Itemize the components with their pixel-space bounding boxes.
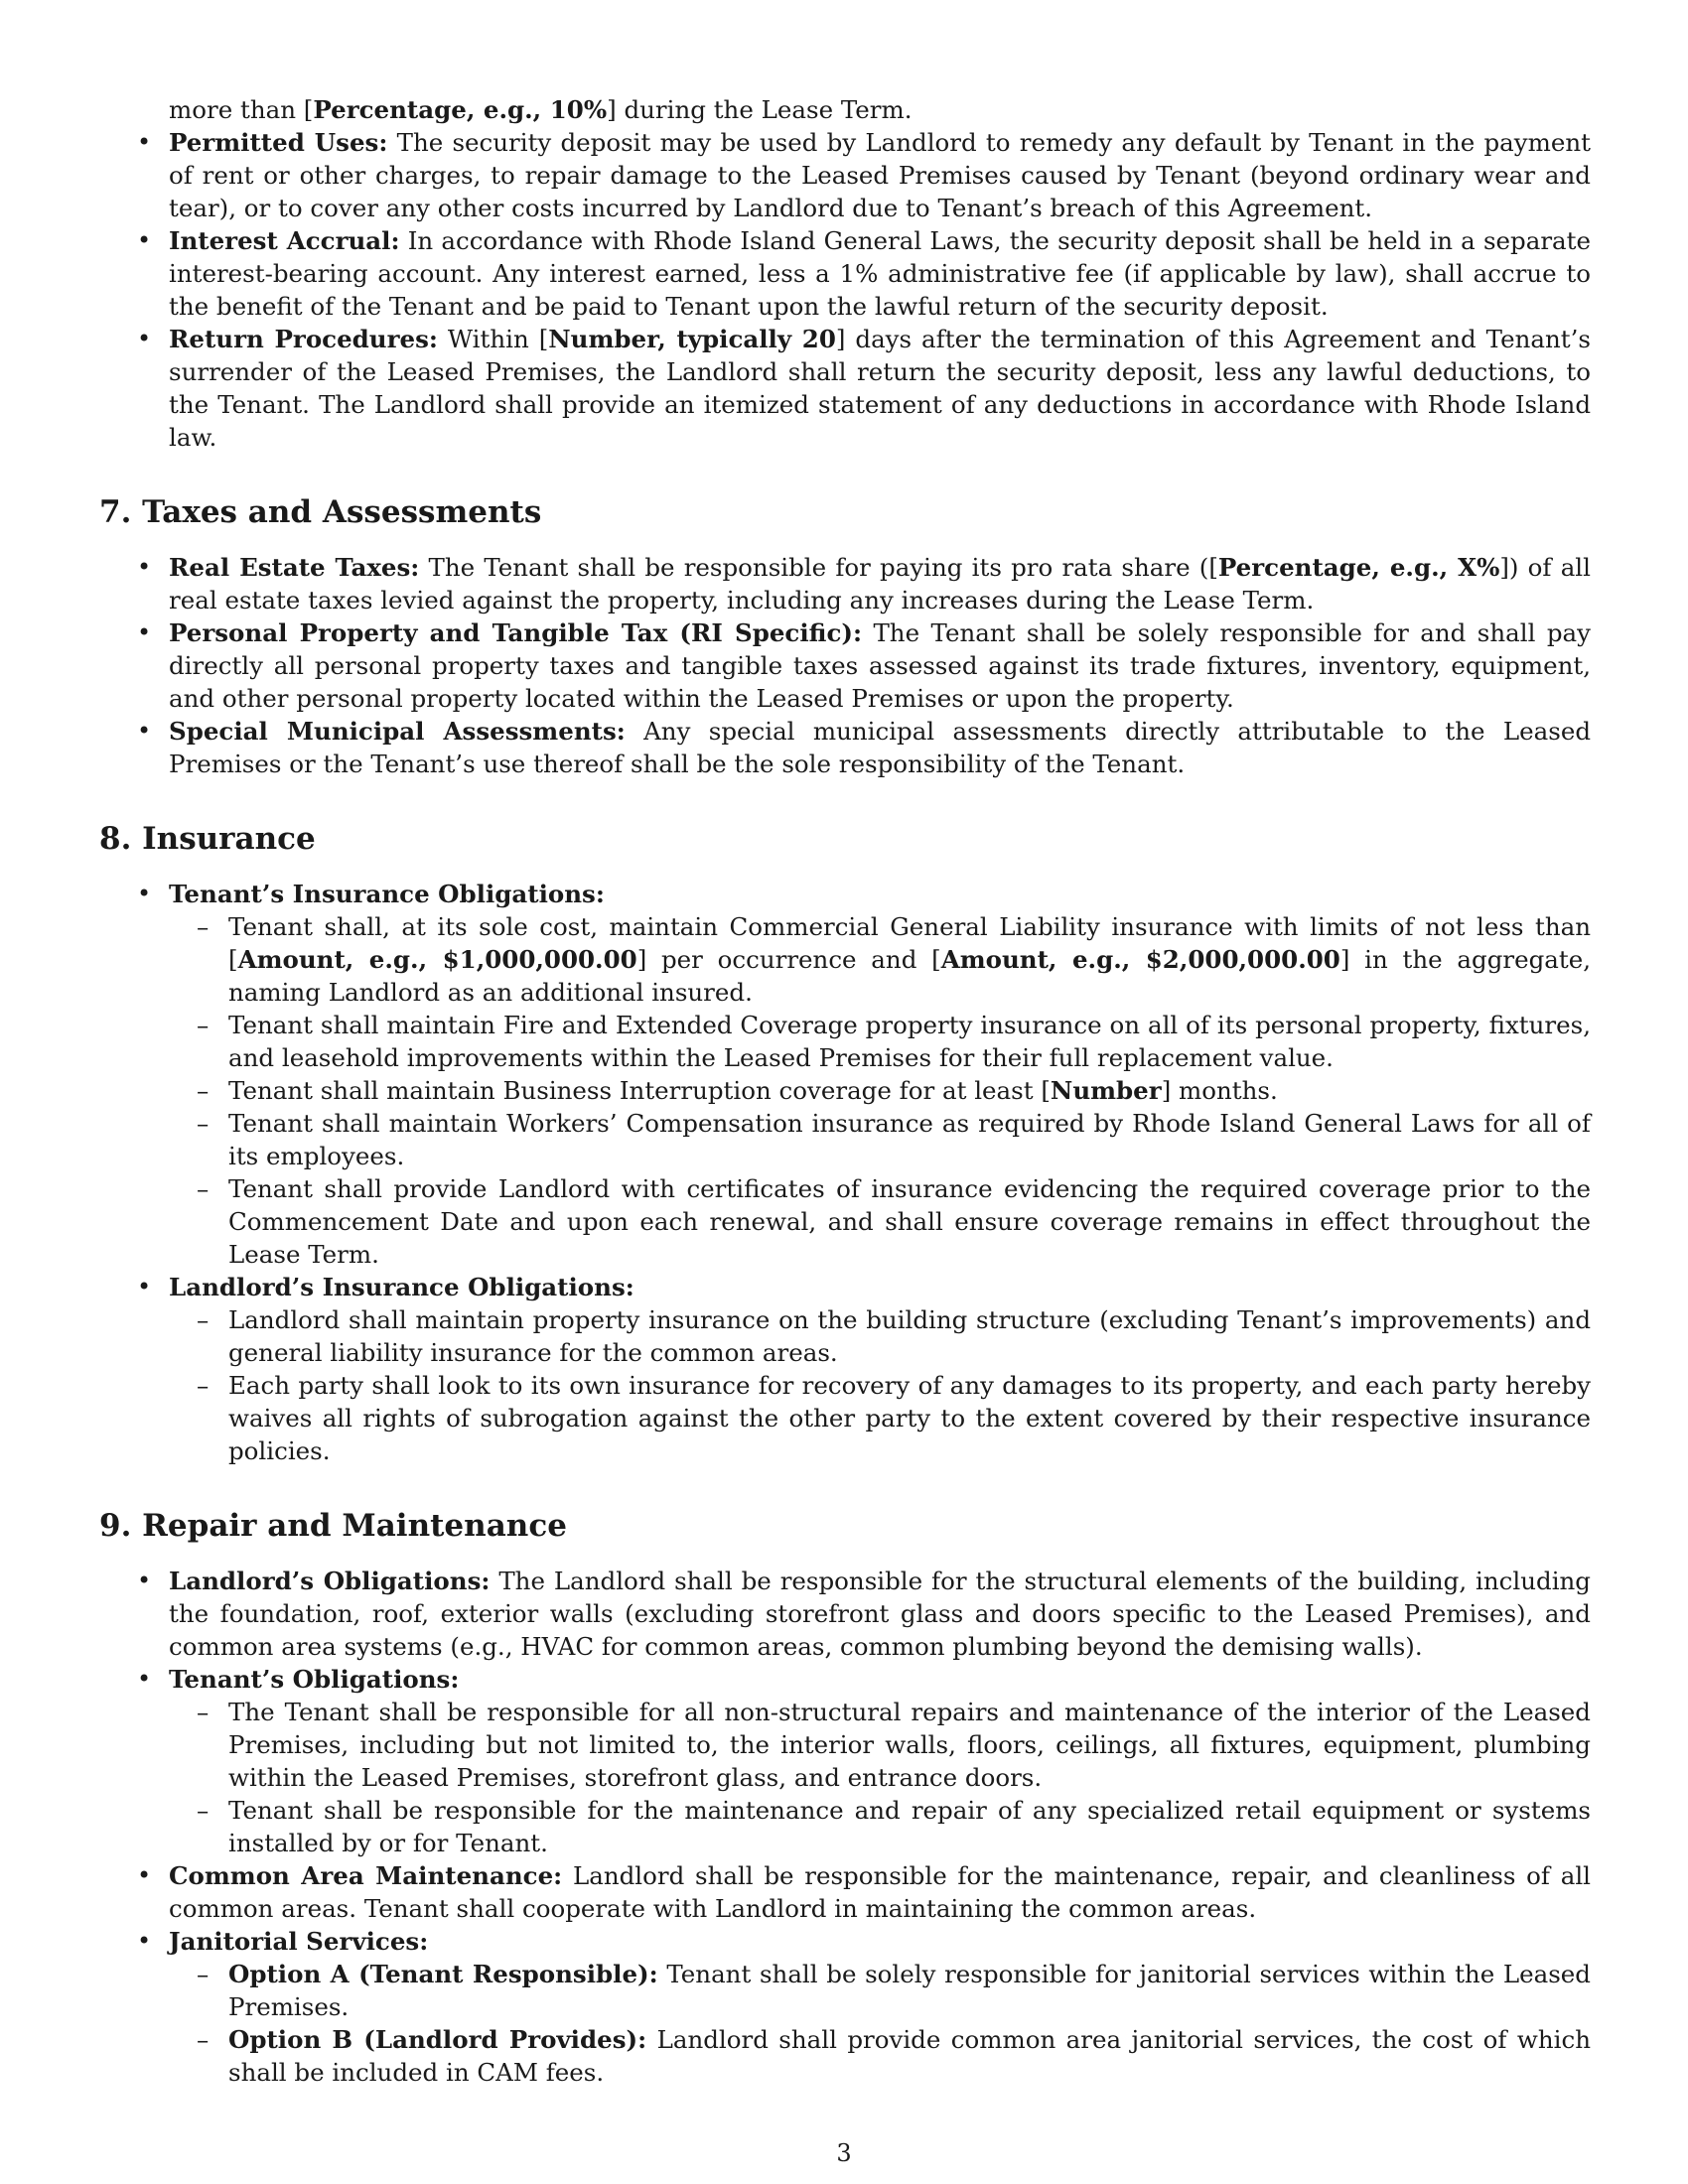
item-label: Common Area Maintenance: [169,1861,563,1890]
item-text: ]) of all real estate taxes levied against the property, including any increases during the Lease Term. [169,553,1591,614]
list-item-special-assessments [99,715,1591,780]
taxes-list [99,551,1591,780]
item-text: The Landlord shall be responsible for the structural elements of the building, including the foundation, roof, exterior walls (excluding storefront glass and doors specific to the Leased Premises), and common area systems (e.g., HVAC for common areas, common plumbing beyond the demising walls). [169,1567,1591,1661]
item-label: Option A (Tenant Responsible): [228,1960,658,1988]
item-text: ] days after the termination of this Agreement and Tenant’s surrender of the Leased Premises, the Landlord shall return the security deposit, less any lawful deductions, to the Tenant. The Landlord shall provide an itemized statement of any deductions in accordance with Rhode Island law. [169,325,1591,452]
sublist-item-option-a [169,1958,1591,2023]
item-text: Tenant shall, at its sole cost, maintain Commercial General Liability insurance with limits of not less than [ [228,912,1591,974]
security-deposit-list [99,126,1591,454]
sublist-item: – Tenant shall be responsible for the maintenance and repair of any specialized retail equipment or systems installed by or for Tenant. [169,1794,1591,1859]
item-label: Return Procedures: [169,325,438,353]
sublist-item-option-b [169,2023,1591,2089]
item-label: Special Municipal Assessments: [169,717,626,746]
item-label: Landlord’s Insurance Obligations: [169,1273,634,1301]
item-label: Tenant’s Obligations: [169,1665,460,1694]
document-page [99,93,1591,2089]
page-number: 3 [836,2139,852,2167]
placeholder-text: Amount, e.g., $2,000,000.00 [940,945,1340,974]
text: more than [ [169,95,314,124]
text: ] during the Lease Term. [607,95,913,124]
list-item-real-estate-taxes [99,551,1591,616]
sublist-item: – Landlord shall maintain property insurance on the building structure (excluding Tenant’s improvements) and general liability insurance for the common areas. [169,1303,1591,1369]
tenant-obligations-sublist [169,1696,1591,1859]
section-heading-taxes: 7. Taxes and Assessments [99,494,542,530]
section-heading-insurance: 8. Insurance [99,821,316,857]
list-item-permitted-uses [99,126,1591,224]
sublist-item: – Each party shall look to its own insurance for recovery of any damages to its property, and each party hereby waives all rights of subrogation against the other party to the extent covered by their respective insurance policies. [169,1369,1591,1467]
item-label: Permitted Uses: [169,128,388,157]
item-text: Tenant shall be solely responsible for janitorial services within the Leased Premises. [228,1960,1591,2021]
placeholder-text: Amount, e.g., $1,000,000.00 [237,945,637,974]
repair-list [99,1565,1591,2089]
item-text: Within [ [437,325,549,353]
placeholder-text: Percentage, e.g., 10% [313,95,608,124]
item-text: The Tenant shall be solely responsible for and shall pay directly all personal property taxes and tangible taxes assessed against its trade fixtures, inventory, equipment, and other personal property located within the Leased Premises or upon the property. [169,618,1591,713]
list-item-common-area-maintenance [99,1859,1591,1925]
sublist-item: – The Tenant shall be responsible for all non-structural repairs and maintenance of the interior of the Leased Premises, including but not limited to, the interior walls, floors, ceilings, all fixtures, equipment, plumbing within the Leased Premises, storefront glass, and entrance doors. [169,1696,1591,1794]
landlord-insurance-sublist [169,1303,1591,1467]
continued-paragraph [99,93,1591,126]
item-text: Landlord shall provide common area janitorial services, the cost of which shall be included in CAM fees. [228,2025,1591,2087]
item-label: Tenant’s Insurance Obligations: [169,880,605,908]
item-text: Landlord shall be responsible for the maintenance, repair, and cleanliness of all common areas. Tenant shall cooperate with Landlord in maintaining the common areas. [169,1861,1591,1923]
item-text: The Tenant shall be responsible for paying its pro rata share ([ [419,553,1218,582]
item-label: Landlord’s Obligations: [169,1567,491,1595]
item-text: ] in the aggregate, naming Landlord as an additional insured. [228,945,1592,1007]
item-label: Real Estate Taxes: [169,553,420,582]
item-label: Interest Accrual: [169,226,400,255]
sublist-item [169,1074,1591,1107]
item-text: ] months. [1161,1076,1278,1105]
sublist-item: – Tenant shall maintain Fire and Extended Coverage property insurance on all of its personal property, fixtures, and leasehold improvements within the Leased Premises for their full replacement value. [169,1009,1591,1074]
janitorial-sublist [169,1958,1591,2089]
sublist-item: – Tenant shall provide Landlord with certificates of insurance evidencing the required coverage prior to the Commencement Date and upon each renewal, and shall ensure coverage remains in effect throughout the Lease Term. [169,1172,1591,1271]
list-item-tenant-obligations [99,1663,1591,1859]
item-text: The security deposit may be used by Landlord to remedy any default by Tenant in the payment of rent or other charges, to repair damage to the Leased Premises caused by Tenant (beyond ordinary wear and tear), or to cover any other costs incurred by Landlord due to Tenant’s breach of this Agreement. [169,128,1591,222]
list-item-interest-accrual [99,224,1591,323]
item-label: Option B (Landlord Provides): [228,2025,647,2054]
insurance-list [99,878,1591,1467]
sublist-item [169,910,1591,1009]
list-item-landlord-obligations [99,1565,1591,1663]
list-item-landlord-insurance [99,1271,1591,1467]
item-label: Personal Property and Tangible Tax (RI Specific): [169,618,863,647]
list-item-tenant-insurance [99,878,1591,1271]
item-text: Tenant shall maintain Business Interruption coverage for at least [ [228,1076,1051,1105]
item-text: Any special municipal assessments directly attributable to the Leased Premises or the Tenant’s use thereof shall be the sole responsibility of the Tenant. [169,717,1591,778]
placeholder-text: Number, typically 20 [548,325,836,353]
item-label: Janitorial Services: [169,1927,429,1956]
list-item-return-procedures [99,323,1591,454]
section-heading-repair: 9. Repair and Maintenance [99,1508,567,1544]
list-item-personal-property-tax [99,616,1591,715]
list-item-janitorial-services [99,1925,1591,2089]
item-text: ] per occurrence and [ [636,945,941,974]
tenant-insurance-sublist [169,910,1591,1271]
placeholder-text: Number [1050,1076,1162,1105]
sublist-item: – Tenant shall maintain Workers’ Compensation insurance as required by Rhode Island General Laws for all of its employees. [169,1107,1591,1172]
item-text: In accordance with Rhode Island General Laws, the security deposit shall be held in a separate interest-bearing account. Any interest earned, less a 1% administrative fee (if applicable by law), shall accrue to the benefit of the Tenant and be paid to Tenant upon the lawful return of the security deposit. [169,226,1591,321]
placeholder-text: Percentage, e.g., X% [1217,553,1500,582]
